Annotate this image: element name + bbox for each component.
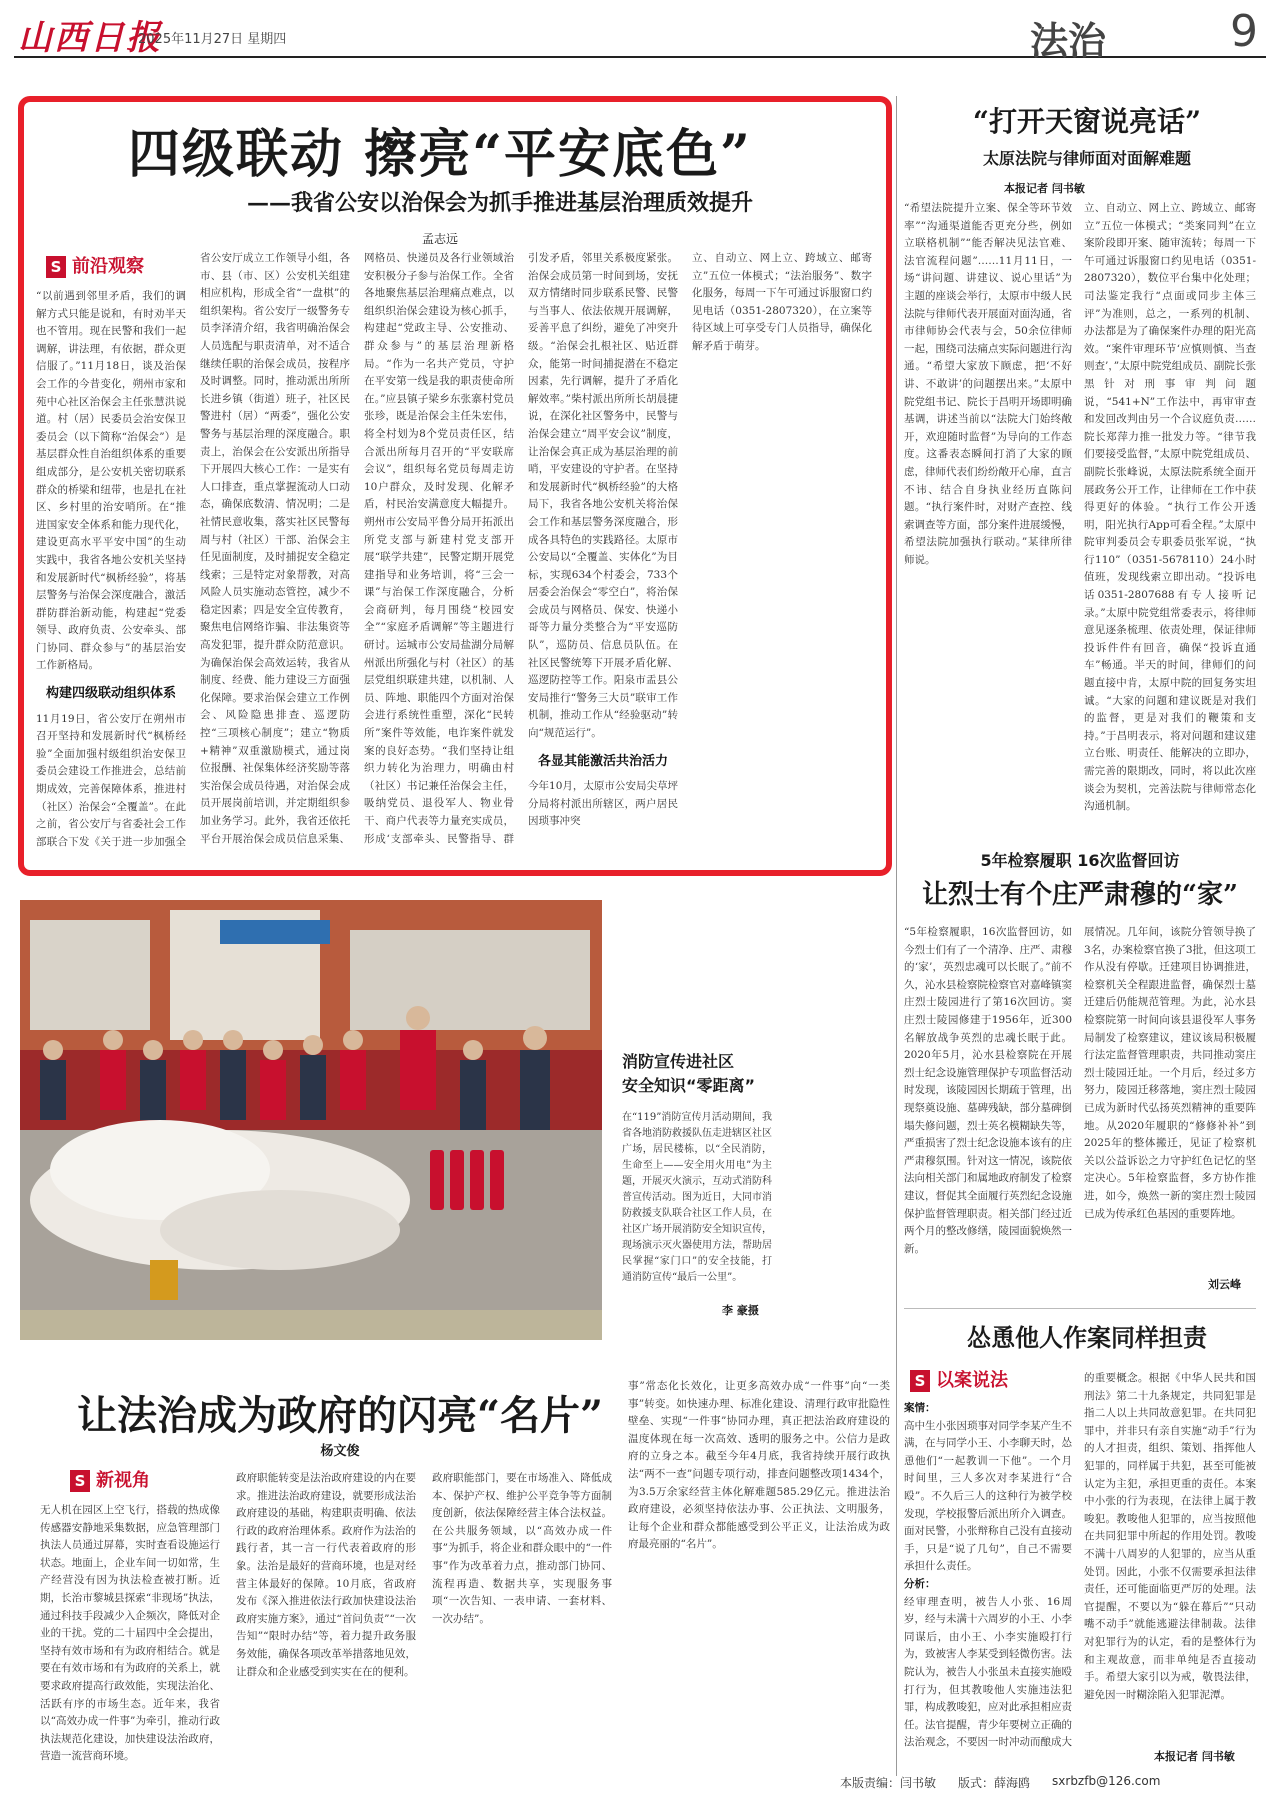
masthead — [14, 6, 1266, 63]
lead-headline: 四级联动 擦亮“平安底色” — [128, 124, 752, 185]
section-badge — [46, 256, 144, 278]
bottom-column-1 — [40, 1470, 220, 1770]
bottom-column-2 — [236, 1470, 416, 1770]
lead-column-3 — [364, 250, 514, 850]
law-case-column-1 — [904, 1370, 1072, 1750]
analysis-label: 分析： — [904, 1577, 936, 1590]
lead-paragraph: 网格员、快递员及各行业领域治安积极分子参与治保工作。全省各地聚焦基层治理痛点难点，以组织织治保会建设为核心抓手，构建起“党政主导、公安推动、群众参与”的基层治理新格局。“作为一名共产党员，守护在平安第一线是我的职责使命所在。”应县镇子梁乡东张寨村党员张珍，既是治保会主任朱宏伟，将全村划为8个党员责任区，结合派出所每月召开的“平安联席会议”，组织每名党员每周走访10户群众，及时发现、化解矛盾，村民治安满意度大幅提升。朔州市公安局平鲁分局开拓派出所党支部与新建村党支部开展“联学共建”，民警定期开展党建指导和业务培训，将“三会一课”与治保工作深度融合，分析会商研判，每月围绕“校园安全”“家庭矛盾调解”等主题进行研讨。运城市公安局盐湖分局解州派出所强化与村（社区）的基层党组织联建共建，以机制、人员、阵地、职能四个方面对治保会进行系统性重塑，深化“民转所”案件等效能，电诈案件就发案的良好态势。“我们坚持让组织力转化为治理力，明确由村（社区）书记兼任治保会主任，吸纳党员、退役军人、物业骨干、商户代表等力量充实成员，形成‘支部牵头、民警指导、群 — [364, 252, 514, 845]
law-case-reporter: 本报记者 闫书敏 — [1154, 1750, 1235, 1763]
article-paragraph: 立、自动立、网上立、跨域立、邮寄立”五位一体模式；“类案同判”在立案阶段即开案、随审流转；每周一下午可通过诉服窗口约见电话（0351-2807320），数位平台集中化处理；司法鉴定我行“点面或同步主体三评”为准则，总之，一系列的机制、办法都是为了确保案件办理的阳光高效。“案件审理环节‘应慎则慎、当查则查’，”太原中院党组成员、副院长张黑针对刑事审判问题说，“541+N”工作法中，再审审查和发回改判由另一个合议庭负责……院长郑萍力推一批发力等。“律节我们要接受监督，”太原中院党组成员、副院长张峰说，太原法院系统全面开展政务公开工作，让律师在工作中获得更好的体验。“执行工作公开透明，阳光执行App可看全程。”太原中院审判委员会专职委员张军说，“执行110”（0351-5678110）24小时值班，发现线索立即出动。“投诉电话0351-2807688有专人接听记录。”太原中院党组常委表示，将律师意见逐条梳理、依责处理，保证律师投诉件件有回音，确保“投诉直通车”畅通。半天的时间，律师们的问题直接中肯，太原中院的回复务实坦诚。“大家的问题和建议既是对我们的监督，更是对我们的鞭策和支持。”于昌明表示，将对问题和建议建立台账、明责任、能解决的立即办，需完善的限期改，同时，将以此次座谈会为契机，完善法院与律师常态化沟通机制。 — [1084, 202, 1256, 813]
law-case-column-2 — [1084, 1370, 1256, 1740]
lead-column-2 — [200, 250, 350, 850]
case-label: 案情： — [904, 1402, 936, 1414]
article-paragraph: 政府职能部门，要在市场准入、降低成本、保护产权、维护公平竞争等方面制度创新，依法保障经营主体合法权益。在公共服务领域，以“高效办成一件事”为抓手，将企业和群众眼中的“一件事”作为改革着力点，推动部门协同、流程再造、数据共享，实现服务事项“一次告知、一表申请、一套材料、一次办结”。 — [432, 1472, 612, 1625]
lead-column-5 — [692, 250, 872, 850]
section-name: 法治 — [1029, 18, 1106, 63]
lead-byline: 孟志远 — [421, 232, 458, 246]
bottom-byline: 杨文俊 — [320, 1444, 360, 1459]
lead-subtitle-3: 各显其能激活共治活力 — [537, 753, 668, 769]
law-badge-label: 以案说法 — [936, 1370, 1008, 1392]
lead-column-4 — [528, 250, 678, 850]
article-paragraph: 政府职能转变是法治政府建设的内在要求。推进法治政府建设，就要形成法治政府建设的基础，构建职责明确、依法行政的政府治理体系。政府作为法治的践行者，其一言一行代表着政府的形象。法治是最好的营商环境，也是对经营主体最好的保障。10月底，省政府发布《深入推进依法行政加快建设法治政府实施方案》，通过“首问负责”“一次告知”“限时办结”等，着力提升政务服务效能，确保各项改革举措落地见效，让群众和企业感受到实实在在的便利。 — [236, 1472, 416, 1678]
bottom-badge — [70, 1470, 150, 1492]
lead-subhead: ——我省公安以治保会为抓手推进基层治理质效提升 — [246, 190, 753, 216]
footer-email: sxrbzfb@126.com — [1052, 1774, 1161, 1788]
lead-paragraph: 省公安厅成立工作领导小组，各市、县（市、区）公安机关组建相应机构，形成全省“一盘棋”的组织架构。省公安厅一级警务专员李泽清介绍，我省明确治保会人员选配与职责清单，对不适合继续任职的治保会成员，按程序及时调整。同时，推动派出所所长进乡镇（街道）班子，社区民警进村（居）“两委”，强化公安警务与基层治理的深度融合。职责上，治保会在公安派出所指导下开展四大核心工作：一是实有人口排查，重点掌握流动人口动态，确保底数清、情况明；二是社情民意收集，落实社区民警每周与村（社区）干部、治保会主任见面制度，及时捕捉安全稳定线索；三是特定对象帮教，对高风险人员实施动态管控，减少不稳定因素；四是安全宣传教育，聚焦电信网络诈骗、非法集资等高发犯罪，提升群众防范意识。为确保治保会高效运转，我省从制度、经费、能力建设三方面强化保障。要求治保会建立工作例会、风险隐患排查、巡逻防控“三项核心制度”；建立“物质+精神”双重激励模式，通过岗位报酬、社保集体经济奖励等落实治保会成员待遇，对治保会成员开展岗前培训，并定期组织参加业务学习。此外，我省还依托平台开展治保会成员信息采集、 — [200, 252, 350, 845]
page-number: 9 — [1230, 6, 1258, 57]
page-footer — [840, 1774, 1260, 1791]
law-badge — [910, 1370, 1008, 1392]
divider — [904, 1308, 1256, 1309]
mid-right-headline: 让烈士有个庄严肃穆的“家” — [922, 880, 1238, 910]
bottom-column-3 — [432, 1470, 612, 1770]
bottom-column-4 — [628, 1378, 890, 1768]
lead-subtitle-1: 构建四级联动组织体系 — [45, 686, 176, 702]
bottom-headline: 让法治成为政府的闪亮“名片” — [76, 1392, 603, 1439]
article-paragraph: 无人机在园区上空飞行，搭载的热成像传感器安静地采集数据，应急管理部门执法人员通过屏幕，实时查看设施运行状态。地面上，企业车间一切如常，生产经营没有因为执法检查被打断。近期，长治市黎城县探索“非现场”执法，通过科技手段减少入企频次，降低对企业的干扰。党的二十届四中全会提出，坚持有效市场和有为政府相结合。就是要在有效市场和有为政府的关系上，就要求政府提高行政效能，实现法治化、活跃有序的市场生态。近年来，我省以“高效办成一件事”为牵引，推动行政执法规范化建设，加快建设法治政府，营造一流营商环境。 — [40, 1504, 220, 1763]
photo-caption-title: 消防宣传进社区 安全知识“零距离” — [622, 1052, 756, 1095]
s-badge-icon: S — [70, 1470, 90, 1492]
lead-paragraph: 今年10月，太原市公安局尖草坪分局将村派出所辖区，两户居民因琐事冲突 — [528, 780, 678, 828]
article-paragraph: “5年检察履职，16次监督回访，如今烈士们有了一个清净、庄严、肃穆的‘家’，英烈忠魂可以长眠了。”前不久，沁水县检察院检察官对嘉峰镇窦庄烈士陵园进行了第16次回访。窦庄烈士陵园修建于1956年，近300名解放战争英烈的忠魂长眠于此。2020年5月，沁水县检察院在开展烈士纪念设施管理保护专项监督活动时发现，该陵园因长期疏于管理，出现祭奠设施、墓碑残缺，部分墓碑倒塌失修问题，烈士英名模糊缺失等，严重损害了烈士纪念设施本该有的庄严肃穆氛围。针对这一情况，该院依法向相关部门和属地政府制发了检察建议，督促其全面履行英烈纪念设施保护监督管理职责。相关部门经过近两个月的整改修缮，陵园面貌焕然一新。 — [904, 926, 1072, 1255]
lead-column-1 — [36, 250, 186, 850]
lead-paragraph: 引发矛盾，邻里关系极度紧张。治保会成员第一时间到场，安抚双方情绪时同步联系民警、民警与当事人、依法依规开展调解，妥善平息了纠纷，避免了冲突升级。“治保会扎根社区、贴近群众，能第一时间捕捉潜在不稳定因素，先行调解，提升了矛盾化解效率。”柴村派出所所长胡晨捷说，在深化社区警务中，民警与治保会建立“周平安会议”制度，让治保会真正成为基层治理的前哨，平安建设的守护者。在坚持和发展新时代“枫桥经验”的大格局下，我省各地公安机关将治保会工作和基层警务深度融合，形成各具特色的实践路径。太原市公安局以“全覆盖、实体化”为目标，实现634个村委会，733个居委会治保会“零空白”，将治保会成员与网格员、保安、快递小哥等力量分类整合为“平安巡防队”，巡防员、信息员队伍。在社区民警统筹下开展矛盾化解、巡逻防控等工作。阳泉市盂县公安局推行“警务三大员”联审工作机制，推动工作从“经验驱动”转向“规范运行”。 — [528, 252, 678, 740]
lead-paragraph: 11月19日，省公安厅在朔州市召开坚持和发展新时代“枫桥经验”全面加强村级组织治安保卫委员会建设工作推进会，总结前期成效，完善保障体系，推进村（社区）治保会“全覆盖”。在此之前，省公安厅与省委社会工作部联合下发《关于进一步加强全 — [36, 712, 186, 848]
right-top-subhead: 太原法院与律师面对面解难题 — [982, 149, 1191, 168]
analysis-paragraph: 经审理查明，被告人小张、16周岁，经与未满十六周岁的小王、小李同谋后，由小王、小李实施殴打行为，致被害人李某受到轻微伤害。法院认为，被告人小张虽未直接实施殴打行为，但其教唆他人实施违法犯罪，构成教唆犯，应对此承担相应责任。法官提醒，青少年要树立正确的法治观念，不要因一时冲动而酿成大 — [904, 1595, 1072, 1749]
mid-right-kicker: 5年检察履职 16次监督回访 — [980, 851, 1180, 870]
fire-safety-photo — [20, 900, 602, 1340]
lead-paragraph: “以前遇到邻里矛盾，我们的调解方式只能是说和，有时劝半天也不管用。现在民警和我们一起调解，讲法理，有依据，群众更信服了。”11月18日，谈及治保会工作的今昔变化，朔州市家和苑中心社区治保会主任张慧洪说道。村（居）民委员会治安保卫委员会（以下简称“治保会”）是基层群众性自治组织体系的重要组成部分，是公安机关密切联系群众的桥梁和纽带，也是扎在社区、乡村里的治安哨所。在“推进国家安全体系和能力现代化，建设更高水平平安中国”的生动实践中，我省各地公安机关坚持和发展新时代“枫桥经验”，将基层警务与治保会深度融合，激活群防群治新动能，构建起“党委领导、政府负责、公安牵头、部门协同、群众参与”的基层治安工作新格局。 — [36, 290, 186, 672]
right-top-column-2 — [1084, 200, 1256, 840]
article-paragraph: 的重要概念。根据《中华人民共和国刑法》第二十九条规定，共同犯罪是指二人以上共同故意犯罪。在共同犯罪中，并非只有亲自实施“动手”行为的人才担责，组织、策划、指挥他人犯罪的，同样属于共犯，甚至可能被认定为主犯，承担更重的责任。本案中小张的行为表现，在法律上属于教唆犯。教唆他人犯罪的，应当按照他在共同犯罪中所起的作用处罚。教唆不满十八周岁的人犯罪的，应当从重处罚。因此，小张不仅需要承担法律责任，还可能面临更严厉的处理。法官提醒，不要以为“躲在幕后”“只动嘴不动手”就能逃避法律制裁。法律对犯罪行为的认定，看的是整体行为和主观故意，而非单纯是否直接动手。希望大家引以为戒，敬畏法律，避免因一时糊涂陷入犯罪泥潭。 — [1084, 1372, 1256, 1701]
right-top-headline: “打开天窗说亮话” — [972, 105, 1202, 138]
article-paragraph: 展情况。几年间，该院分管领导换了3名，办案检察官换了3批，但这项工作从没有停歇。迁建项目协调推进，检察机关全程跟进监督，确保烈士墓迁建后仍能规范管理。为此，沁水县检察院第一时间向该县退役军人事务局制发了检察建议，建议该局积极履行法定监督管理职责，共同推动窦庄烈士陵园迁址。一个月后，经过多方努力，陵园迁移落地，窦庄烈士陵园已成为新时代弘扬英烈精神的重要阵地。从2020年履职的“修修补补”到2025年的整体搬迁，见证了检察机关以公益诉讼之力守护红色记忆的坚定决心。5年检察监督，多方协作推进，如今，焕然一新的窦庄烈士陵园已成为传承红色基因的重要阵地。 — [1084, 926, 1256, 1220]
column-divider — [896, 96, 897, 1776]
mid-right-column-1 — [904, 924, 1072, 1288]
photo-caption-text: 在“119”消防宣传月活动期间，我省各地消防救援队伍走进辖区社区广场，居民楼栋，以“全民消防，生命至上——安全用火用电”为主题，开展灭火演示，互动式消防科普宣传活动。图为近日，大同市消防救援支队联合社区工作人员，在社区广场开展消防安全知识宣传，现场演示灭火器使用方法，帮助居民掌握“家门口”的安全技能，打通消防宣传“最后一公里”。 — [622, 1112, 772, 1283]
article-paragraph: 事”常态化长效化，让更多高效办成“一件事”向“一类事”转变。如快速办理、标准化建设、清理行政审批隐性壁垒、实现“一件事”协同办理，真正把法治政府建设的温度体现在每一次高效、透明的服务之中。公信力是政府的立身之本。截至今年4月底，我省持续开展行政执法“两不一查”问题专项行动，排查问题整改项1434个，为3.5万余家经营主体化解难题585.29亿元。推进法治政府建设，必须坚持依法办事、公正执法、文明服务，让每个企业和群众都能感受到公平正义，让法治成为政府最亮丽的“名片”。 — [628, 1380, 890, 1551]
mid-right-author: 刘云峰 — [1208, 1278, 1241, 1291]
bottom-badge-label: 新视角 — [96, 1470, 150, 1492]
section-badge-label: 前沿观察 — [72, 256, 144, 278]
case-paragraph: 高中生小张因琐事对同学李某产生不满，在与同学小王、小李聊天时，怂恿他们“一起教训一下他”。一个月时间里，三人多次对李某进行“合殴”。不久后三人的这种行为被学校发现，学校报警后派出所介入调查。面对民警，小张辩称自己没有直接动手，只是“说了几句”，自己不需要承担什么责任。 — [904, 1419, 1072, 1573]
lead-paragraph: 立、自动立、网上立、跨域立、邮寄立”五位一体模式；“法治服务”、数字化服务，每周一下午可通过诉服窗口约见电话（0351-2807320），在立案等待区域上可享受专门人员指导，确保化解矛盾于萌芽。 — [692, 252, 872, 352]
right-top-reporter: 本报记者 闫书敏 — [1004, 182, 1085, 195]
footer-designer: 版式：薛海鸥 — [958, 1776, 1031, 1790]
photo-credit: 李 豪摄 — [722, 1304, 759, 1317]
law-case-headline: 怂恿他人作案同样担责 — [967, 1323, 1207, 1352]
s-badge-icon: S — [46, 256, 66, 278]
footer-editor: 本版责编：闫书敏 — [840, 1776, 937, 1790]
fire-drill-illustration — [20, 900, 602, 1340]
article-paragraph: “希望法院提升立案、保全等环节效率”“沟通渠道能否更充分些，例如立联格机制”“能否解决见法官难、法官流程问题”……11月11日，一场“讲问题、讲建议、说心里话”为主题的座谈会举行，太原市中级人民法院与律师代表开展面对面沟通，省市律师协会代表与会，50余位律师一起，围绕司法痛点实际问题进行沟通。“希望大家放下顾虑，把‘不好讲、不敢讲’的问题摆出来。”太原中院党组书记、院长于昌明开场即明确基调，讲述当前以“法院大门始终敞开，欢迎随时监督”为导向的工作态度。这番表态瞬间打消了大家的顾虑，律师代表们纷纷敞开心扉，直言不讳、结合自身执业经历直陈问题。“执行案件时，对财产查控、线索调查等方面，部分案件进展缓慢，希望法院加强执行联动。”某律所律师说。 — [904, 202, 1072, 566]
mid-right-column-2 — [1084, 924, 1256, 1274]
right-top-column-1 — [904, 200, 1072, 840]
s-badge-icon: S — [910, 1370, 930, 1392]
issue-date: 2025年11月27日 星期四 — [138, 32, 287, 47]
newspaper-logo: 山西日报 — [18, 18, 162, 58]
